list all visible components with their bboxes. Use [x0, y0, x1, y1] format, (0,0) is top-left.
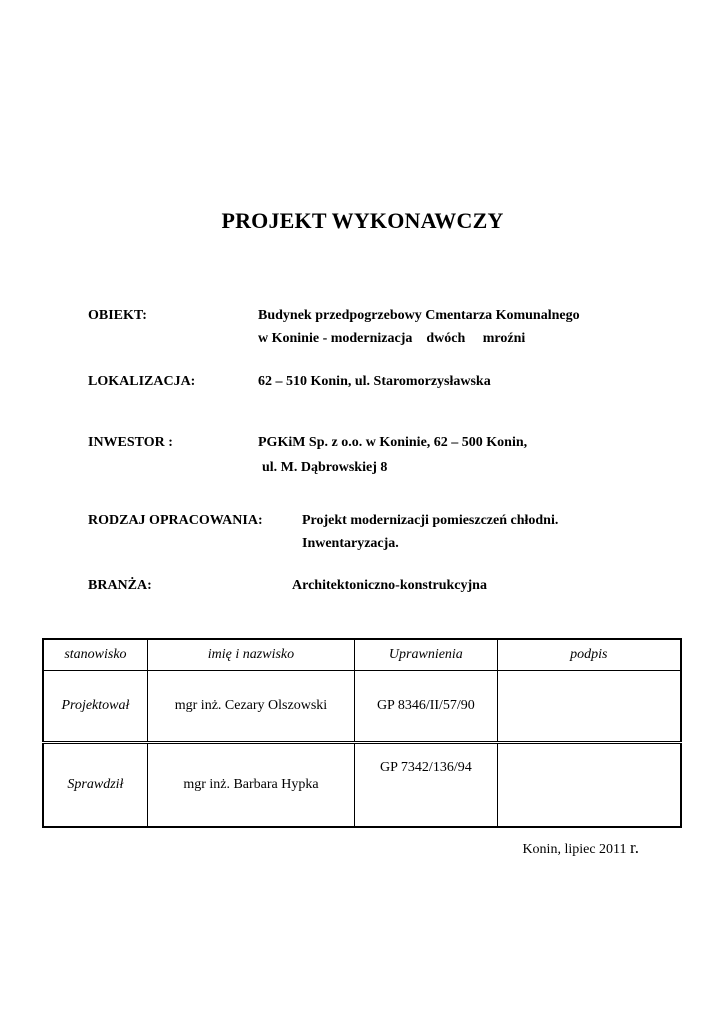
branza-value: Architektoniczno-konstrukcyjna — [292, 578, 487, 593]
signature-table — [42, 638, 682, 828]
place-date-text: Konin, lipiec 2011 — [522, 842, 631, 857]
document-title: PROJEKT WYKONAWCZY — [221, 208, 504, 233]
table-row — [43, 743, 681, 828]
place-date-suffix: r. — [630, 838, 639, 857]
obiekt-value-line2: w Koninie - modernizacja dwóch mroźni — [258, 331, 526, 346]
obiekt-value-line1: Budynek przedpogrzebowy Cmentarza Komunalnego — [258, 308, 580, 323]
branza-label: BRANŻA: — [88, 578, 152, 593]
header-imie-nazwisko: imię i nazwisko — [147, 639, 354, 671]
place-date — [522, 838, 639, 858]
row-permit: GP 8346/II/57/90 — [355, 671, 498, 743]
row-position: Sprawdził — [43, 743, 147, 828]
obiekt-label: OBIEKT: — [88, 308, 147, 323]
inwestor-value-line2: ul. M. Dąbrowskiej 8 — [262, 460, 388, 475]
lokalizacja-label: LOKALIZACJA: — [88, 374, 196, 389]
row-permit: GP 7342/136/94 — [355, 743, 498, 828]
header-podpis: podpis — [497, 639, 681, 671]
inwestor-value-line1: PGKiM Sp. z o.o. w Koninie, 62 – 500 Konin, — [258, 435, 528, 450]
rodzaj-value-line1: Projekt modernizacji pomieszczeń chłodni. — [302, 513, 559, 528]
header-uprawnienia: Uprawnienia — [355, 639, 498, 671]
table-header-row — [43, 639, 681, 671]
table-row — [43, 671, 681, 743]
rodzaj-value-line2: Inwentaryzacja. — [302, 536, 399, 551]
row-name: mgr inż. Cezary Olszowski — [147, 671, 354, 743]
row-name: mgr inż. Barbara Hypka — [147, 743, 354, 828]
row-signature — [497, 671, 681, 743]
lokalizacja-value: 62 – 510 Konin, ul. Staromorzysławska — [258, 374, 491, 389]
rodzaj-label: RODZAJ OPRACOWANIA: — [88, 513, 263, 528]
header-stanowisko: stanowisko — [43, 639, 147, 671]
row-position: Projektował — [43, 671, 147, 743]
row-signature — [497, 743, 681, 828]
inwestor-label: INWESTOR : — [88, 435, 173, 450]
